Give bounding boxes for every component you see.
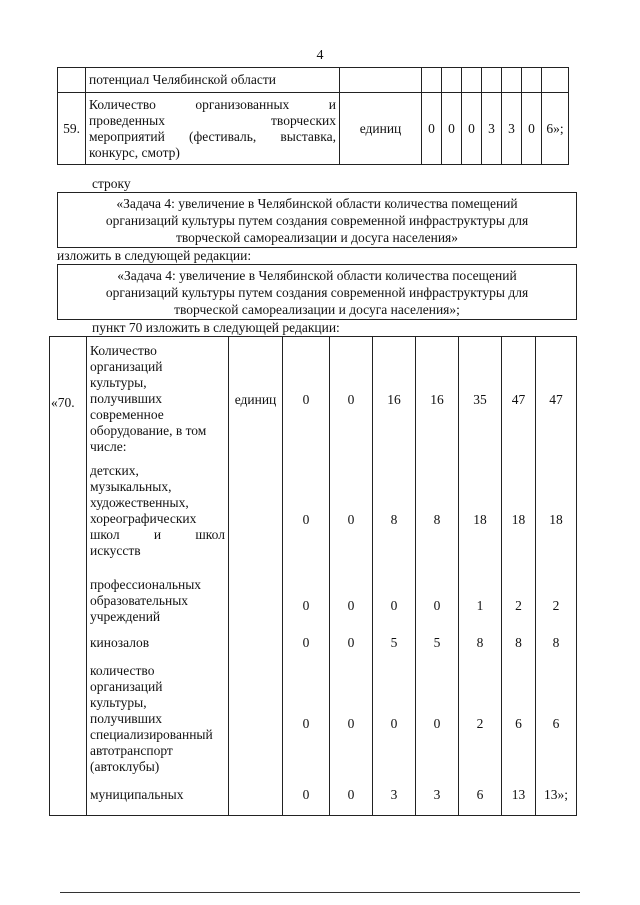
text-line: художественных, xyxy=(90,495,189,510)
text-line: мероприятий (фестиваль, выставка, xyxy=(89,128,336,144)
value-cell: 8 xyxy=(502,635,536,663)
page-bottom-rule xyxy=(60,892,580,893)
value-cell: 2 xyxy=(459,663,502,785)
instruction-text: строку xyxy=(92,176,131,191)
table-cell-text xyxy=(87,663,229,785)
value-cell: 3 xyxy=(502,93,522,165)
quote-line: «Задача 4: увеличение в Челябинской области количества помещений xyxy=(116,196,518,211)
text-line: Количество организованных и xyxy=(89,96,336,112)
value-cell: 5 xyxy=(416,635,459,663)
text-line: музыкальных, xyxy=(90,479,172,494)
value-cell: 3 xyxy=(416,785,459,816)
text-line: автотранспорт xyxy=(90,743,173,758)
text-line: учреждений xyxy=(90,609,161,624)
value-cell: 0 xyxy=(373,577,416,635)
text-line: проведенных творческих xyxy=(89,112,336,128)
text-line: искусств xyxy=(90,543,141,558)
value-cell: 0 xyxy=(283,337,330,464)
text-line: детских, xyxy=(90,463,139,478)
text-line: организаций xyxy=(90,359,163,374)
text-line: школ и школ xyxy=(90,527,225,542)
value-cell: 8 xyxy=(536,635,577,663)
value-cell: 0 xyxy=(283,463,330,577)
table-cell-text xyxy=(87,785,229,816)
value-cell: 18 xyxy=(536,463,577,577)
value-cell: 0 xyxy=(416,663,459,785)
value-cell: 3 xyxy=(373,785,416,816)
table-row xyxy=(50,337,577,464)
quote-line: творческой самореализации и досуга населения» xyxy=(176,230,458,245)
text-line: профессиональных xyxy=(90,577,202,592)
text-line: муниципальных xyxy=(90,787,184,802)
value-cell: 5 xyxy=(373,635,416,663)
table-cell-text xyxy=(87,577,229,635)
table-row xyxy=(50,663,577,785)
value-cell: 2 xyxy=(536,577,577,635)
value-cell: 16 xyxy=(373,337,416,464)
value-cell: 0 xyxy=(522,93,542,165)
row-number: «70. xyxy=(50,337,87,816)
value-cell: 0 xyxy=(283,663,330,785)
table-cell-text: потенциал Челябинской области xyxy=(86,68,340,93)
value-cell: 0 xyxy=(422,93,442,165)
table-row xyxy=(58,68,569,93)
value-cell: 0 xyxy=(416,577,459,635)
table-row xyxy=(50,785,577,816)
value-cell: 18 xyxy=(459,463,502,577)
text-line: (автоклубы) xyxy=(90,759,160,774)
value-cell: 47 xyxy=(502,337,536,464)
table-cell-text xyxy=(87,463,229,577)
text-line: организаций xyxy=(90,679,163,694)
table-item-70 xyxy=(49,336,577,816)
instruction-text: пункт 70 изложить в следующей редакции: xyxy=(92,320,340,335)
table-cell-text xyxy=(87,635,229,663)
value-cell: 1 xyxy=(459,577,502,635)
value-cell: 0 xyxy=(330,785,373,816)
value-cell: 3 xyxy=(482,93,502,165)
quote-line: организаций культуры путем создания современной инфраструктуры для xyxy=(105,285,529,300)
value-cell: 2 xyxy=(502,577,536,635)
value-cell: 8 xyxy=(459,635,502,663)
quote-box-old xyxy=(57,192,577,248)
value-cell: 16 xyxy=(416,337,459,464)
table-cell-text xyxy=(86,93,340,165)
value-cell: 0 xyxy=(330,463,373,577)
table-row xyxy=(50,463,577,577)
text-line: культуры, xyxy=(90,375,147,390)
text-line: количество xyxy=(90,663,155,678)
text-line: получивших xyxy=(90,711,163,726)
value-cell: 0 xyxy=(283,635,330,663)
value-cell: 6 xyxy=(502,663,536,785)
value-cell: 6 xyxy=(536,663,577,785)
text-line: конкурс, смотр) xyxy=(89,144,180,160)
value-cell: 0 xyxy=(330,577,373,635)
table-row xyxy=(50,577,577,635)
table-top xyxy=(57,67,569,165)
page-number: 4 xyxy=(316,48,324,63)
text-line: специализированный xyxy=(90,727,213,742)
text-line: числе: xyxy=(90,439,127,454)
value-cell: 8 xyxy=(416,463,459,577)
value-cell: 47 xyxy=(536,337,577,464)
value-cell: 8 xyxy=(373,463,416,577)
unit-cell: единиц xyxy=(340,93,422,165)
value-cell: 6 xyxy=(459,785,502,816)
quote-line: «Задача 4: увеличение в Челябинской области количества посещений xyxy=(117,268,517,283)
text-line: Количество xyxy=(90,343,157,358)
instruction-text: изложить в следующей редакции: xyxy=(57,248,252,263)
value-cell: 35 xyxy=(459,337,502,464)
text-line: культуры, xyxy=(90,695,147,710)
table-row xyxy=(50,635,577,663)
value-cell: 13 xyxy=(502,785,536,816)
value-cell: 6»; xyxy=(542,93,569,165)
row-number: 59. xyxy=(58,93,86,165)
value-cell: 0 xyxy=(330,663,373,785)
value-cell: 13»; xyxy=(536,785,577,816)
text-line: хореографических xyxy=(90,511,197,526)
value-cell: 0 xyxy=(330,635,373,663)
quote-line: творческой самореализации и досуга населения»; xyxy=(174,302,460,317)
value-cell: 0 xyxy=(373,663,416,785)
value-cell: 0 xyxy=(442,93,462,165)
value-cell: 0 xyxy=(283,577,330,635)
value-cell: 0 xyxy=(462,93,482,165)
quote-box-new xyxy=(57,264,577,320)
text-line: получивших xyxy=(90,391,163,406)
text-line: кинозалов xyxy=(90,635,150,650)
value-cell: 0 xyxy=(283,785,330,816)
table-row xyxy=(58,93,569,165)
text-line: образовательных xyxy=(90,593,189,608)
text-line: оборудование, в том xyxy=(90,423,207,438)
quote-line: организаций культуры путем создания современной инфраструктуры для xyxy=(105,213,529,228)
unit-cell: единиц xyxy=(229,337,283,464)
table-cell-text xyxy=(87,337,229,464)
text-line: современное xyxy=(90,407,164,422)
value-cell: 0 xyxy=(330,337,373,464)
value-cell: 18 xyxy=(502,463,536,577)
